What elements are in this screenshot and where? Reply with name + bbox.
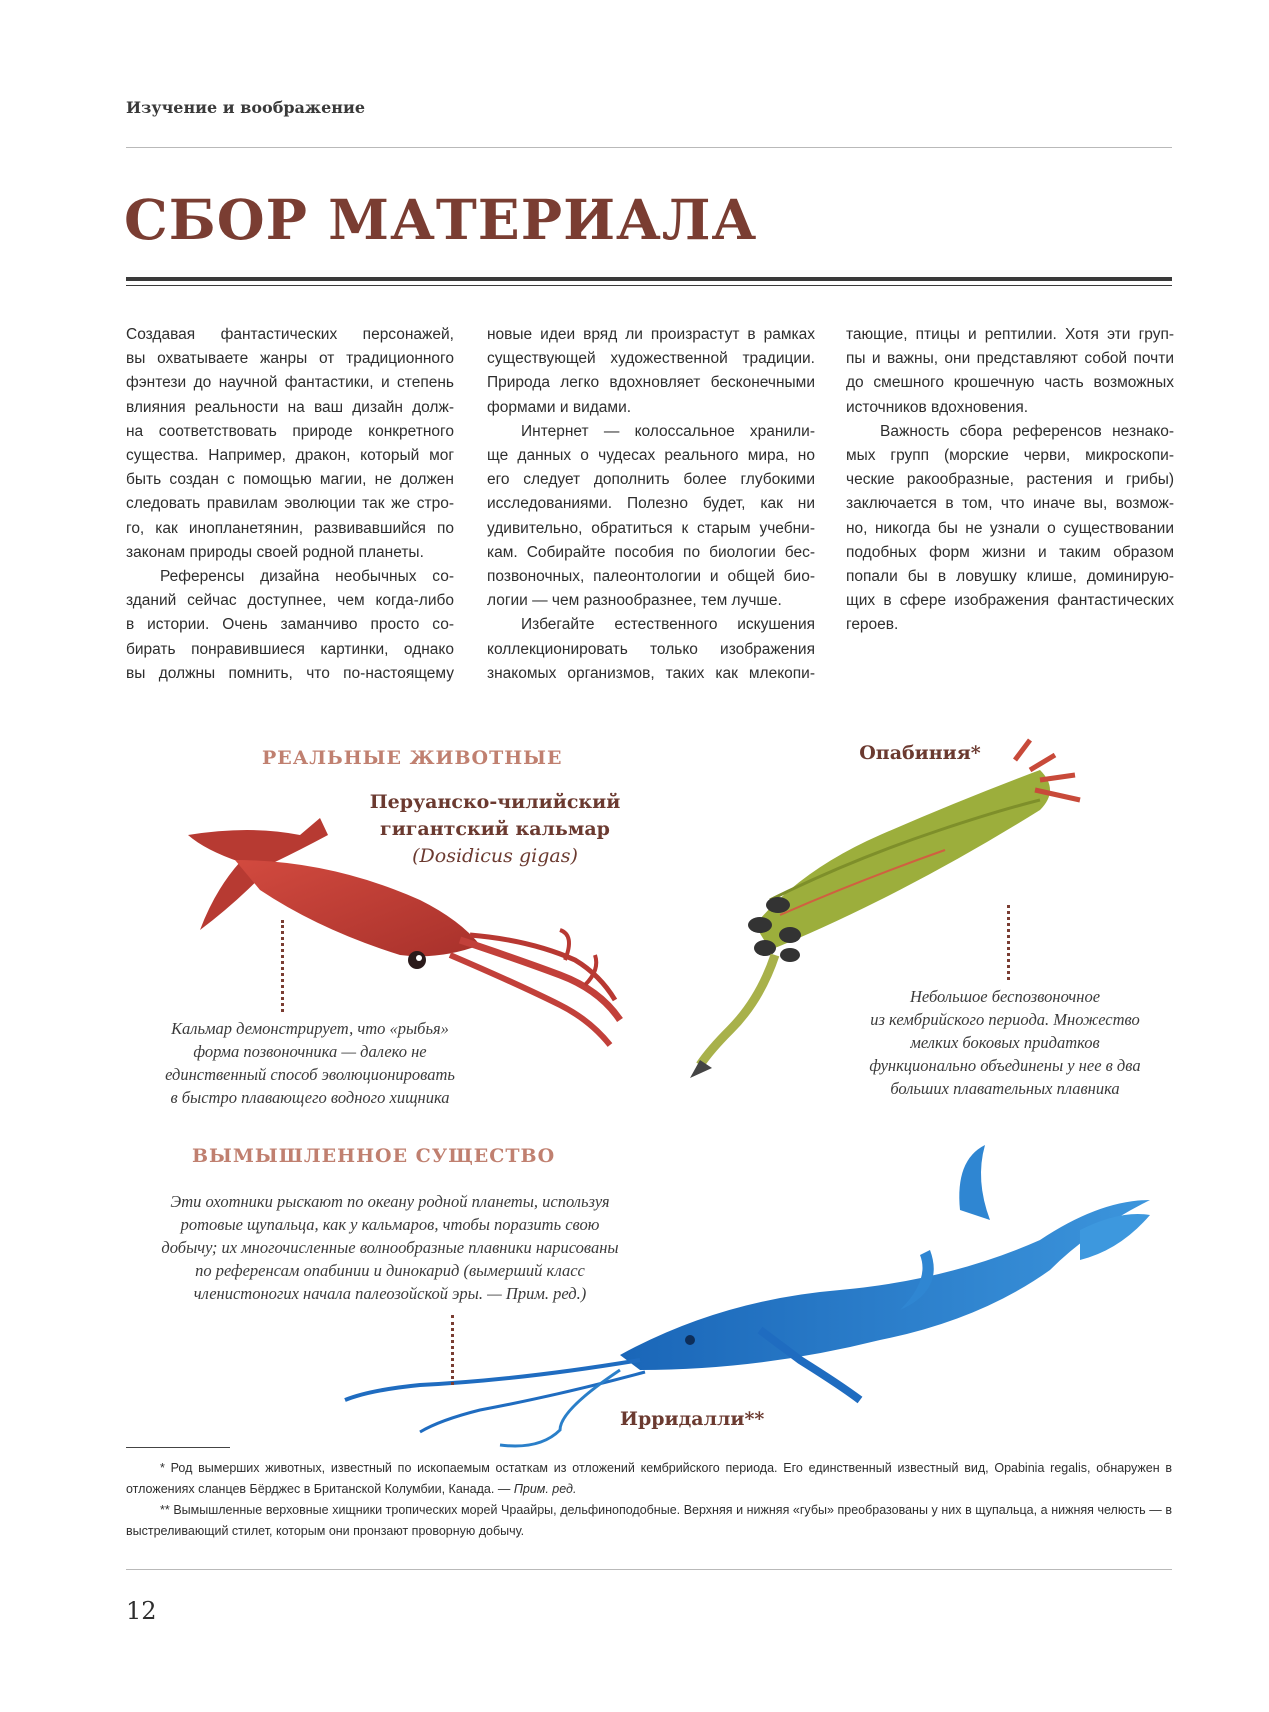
caption-line: функционально объединены у нее в два — [869, 1056, 1141, 1075]
text-line: существа. Например, дракон, который мог — [126, 447, 454, 465]
text-line: мых групп (морские черви, микроскопи- — [846, 447, 1174, 465]
text-line: в истории. Очень заманчиво просто со- — [126, 616, 454, 634]
text-line: ще данных о чудесах реального мира, но — [487, 447, 815, 465]
section-heading-real-animals: РЕАЛЬНЫЕ ЖИВОТНЫЕ — [262, 747, 563, 769]
text-line: Важность сбора референсов незнако- — [880, 422, 1174, 440]
footnote-1-note: Прим. ред. — [513, 1482, 577, 1496]
squid-latin-name: (Dosidicus gigas) — [412, 845, 578, 867]
text-line: Референсы дизайна необычных со- — [160, 568, 454, 586]
text-line: следовать правилам эволюции так же стро- — [126, 495, 454, 513]
text-line: до смешного крошечную часть возможных — [846, 374, 1174, 392]
text-line: законам природы своей родной планеты. — [126, 543, 424, 561]
opabinia-name: Опабиния* — [859, 742, 981, 764]
opabinia-leader-dots — [1007, 905, 1010, 980]
text-line: его следует дополнить более глубокими — [487, 471, 815, 489]
squid-leader-dots — [281, 920, 284, 1012]
footnote-2: ** Вымышленные верховные хищники тропических морей Чраайры, дельфиноподобные. Верхняя и нижняя «губы» преобразованы у них в щупальца, а нижняя челюсть — в выстреливающий стилет, которым они пронзают проворную добычу. — [126, 1503, 1172, 1538]
text-line: го, как инопланетянин, развивавшийся по — [126, 519, 454, 537]
text-line: заключается в том, что иначе вы, возмож- — [846, 495, 1174, 513]
footnote-1 — [126, 1458, 1172, 1500]
text-line: щих в сфере изображения фантастических — [846, 592, 1174, 610]
squid-name — [350, 789, 640, 870]
page-title: СБОР МАТЕРИАЛА — [124, 187, 758, 252]
text-line: вы должны помнить, что по-настоящему — [126, 664, 454, 682]
caption-line: членистоногих начала палеозойской эры. — Прим. ред.) — [193, 1284, 587, 1303]
irridalli-leader-dots — [451, 1315, 454, 1385]
text-line: удивительно, обратиться к старым учебни- — [487, 519, 815, 537]
caption-line: Небольшое беспозвоночное — [909, 987, 1101, 1006]
text-line: героев. — [846, 616, 899, 634]
text-line: вы охватываете жанры от традиционного — [126, 350, 454, 368]
text-line: тающие, птицы и рептилии. Хотя эти груп- — [846, 326, 1174, 343]
text-line: формами и видами. — [487, 398, 632, 416]
opabinia-caption — [820, 985, 1190, 1100]
page-number: 12 — [126, 1597, 157, 1625]
text-line: подобных форм жизни и таким образом — [846, 543, 1174, 561]
footnote-divider — [126, 1447, 230, 1448]
text-line: Интернет — колоссальное хранили- — [521, 422, 815, 440]
text-line: Создавая фантастических персонажей, — [126, 326, 454, 343]
text-line: источников вдохновения. — [846, 398, 1029, 416]
caption-line: мелких боковых придатков — [910, 1033, 1100, 1052]
caption-line: в быстро плавающего водного хищника — [170, 1088, 450, 1107]
text-line: но, никогда бы не узнали о существовании — [846, 519, 1174, 537]
text-line: зданий сейчас доступнее, чем когда-либо — [126, 592, 454, 610]
text-line: влияния реальности на ваш дизайн долж- — [126, 398, 454, 416]
text-line: бирать понравившиеся картинки, однако — [126, 640, 454, 658]
text-line: Природа легко вдохновляет бесконечными — [487, 374, 815, 392]
text-line: фэнтези до научной фантастики, и степень — [126, 374, 454, 392]
caption-line: добычу; их многочисленные волнообразные плавники нарисованы — [161, 1238, 619, 1257]
text-line: позвоночных, палеонтологии и общей био- — [487, 568, 815, 586]
squid-name-line1: Перуанско-чилийский — [369, 791, 621, 813]
text-line: на соответствовать природе конкретного — [126, 422, 454, 440]
text-line: Избегайте естественного искушения — [521, 616, 815, 634]
running-head: Изучение и воображение — [126, 98, 366, 117]
irridalli-name: Ирридалли** — [620, 1408, 765, 1430]
text-line: кам. Собирайте пособия по биологии бес- — [487, 543, 815, 561]
caption-line: форма позвоночника — далеко не — [193, 1042, 427, 1061]
footnote-1-text: * Род вымерших животных, известный по ископаемым остаткам из отложений кембрийского периода. Его единственный известный вид, Opabinia regalis, обнаружен в отложениях сланцев Бёрджес в Британской Колумбии, Канада. — — [126, 1461, 1172, 1496]
text-line: пы и важны, они представляют собой почти — [846, 350, 1174, 368]
caption-line: Кальмар демонстрирует, что «рыбья» — [171, 1019, 449, 1038]
footer-divider — [126, 1569, 1172, 1570]
caption-line: единственный способ эволюционировать — [165, 1065, 455, 1084]
text-line: новые идеи вряд ли произрастут в рамках — [487, 326, 815, 343]
text-line: попали бы в ловушку клише, доминирую- — [846, 568, 1174, 586]
caption-line: Эти охотники рыскают по океану родной планеты, используя — [170, 1192, 610, 1211]
footnotes — [126, 1458, 1172, 1542]
text-line: коллекционировать только изображения — [487, 640, 815, 658]
irridalli-caption — [120, 1190, 660, 1305]
text-line: существующей художественной традиции. — [487, 350, 815, 368]
section-heading-invented-creature: ВЫМЫШЛЕННОЕ СУЩЕСТВО — [192, 1145, 556, 1167]
text-line: ческие ракообразные, растения и грибы) — [846, 471, 1174, 489]
squid-caption — [120, 1017, 500, 1109]
text-line: быть создан с помощью магии, не должен — [126, 471, 454, 489]
caption-line: по референсам опабинии и динокарид (вымерший класс — [195, 1261, 585, 1280]
caption-line: ротовые щупальца, как у кальмаров, чтобы поразить свою — [180, 1215, 600, 1234]
text-line: логии — чем разнообразнее, тем лучше. — [487, 592, 782, 610]
text-line: знакомых организмов, таких как млекопи- — [487, 664, 815, 682]
text-line: исследованиями. Полезно будет, как ни — [487, 495, 815, 513]
squid-name-line2: гигантский кальмар — [380, 818, 610, 840]
caption-line: больших плавательных плавника — [890, 1079, 1120, 1098]
caption-line: из кембрийского периода. Множество — [870, 1010, 1140, 1029]
